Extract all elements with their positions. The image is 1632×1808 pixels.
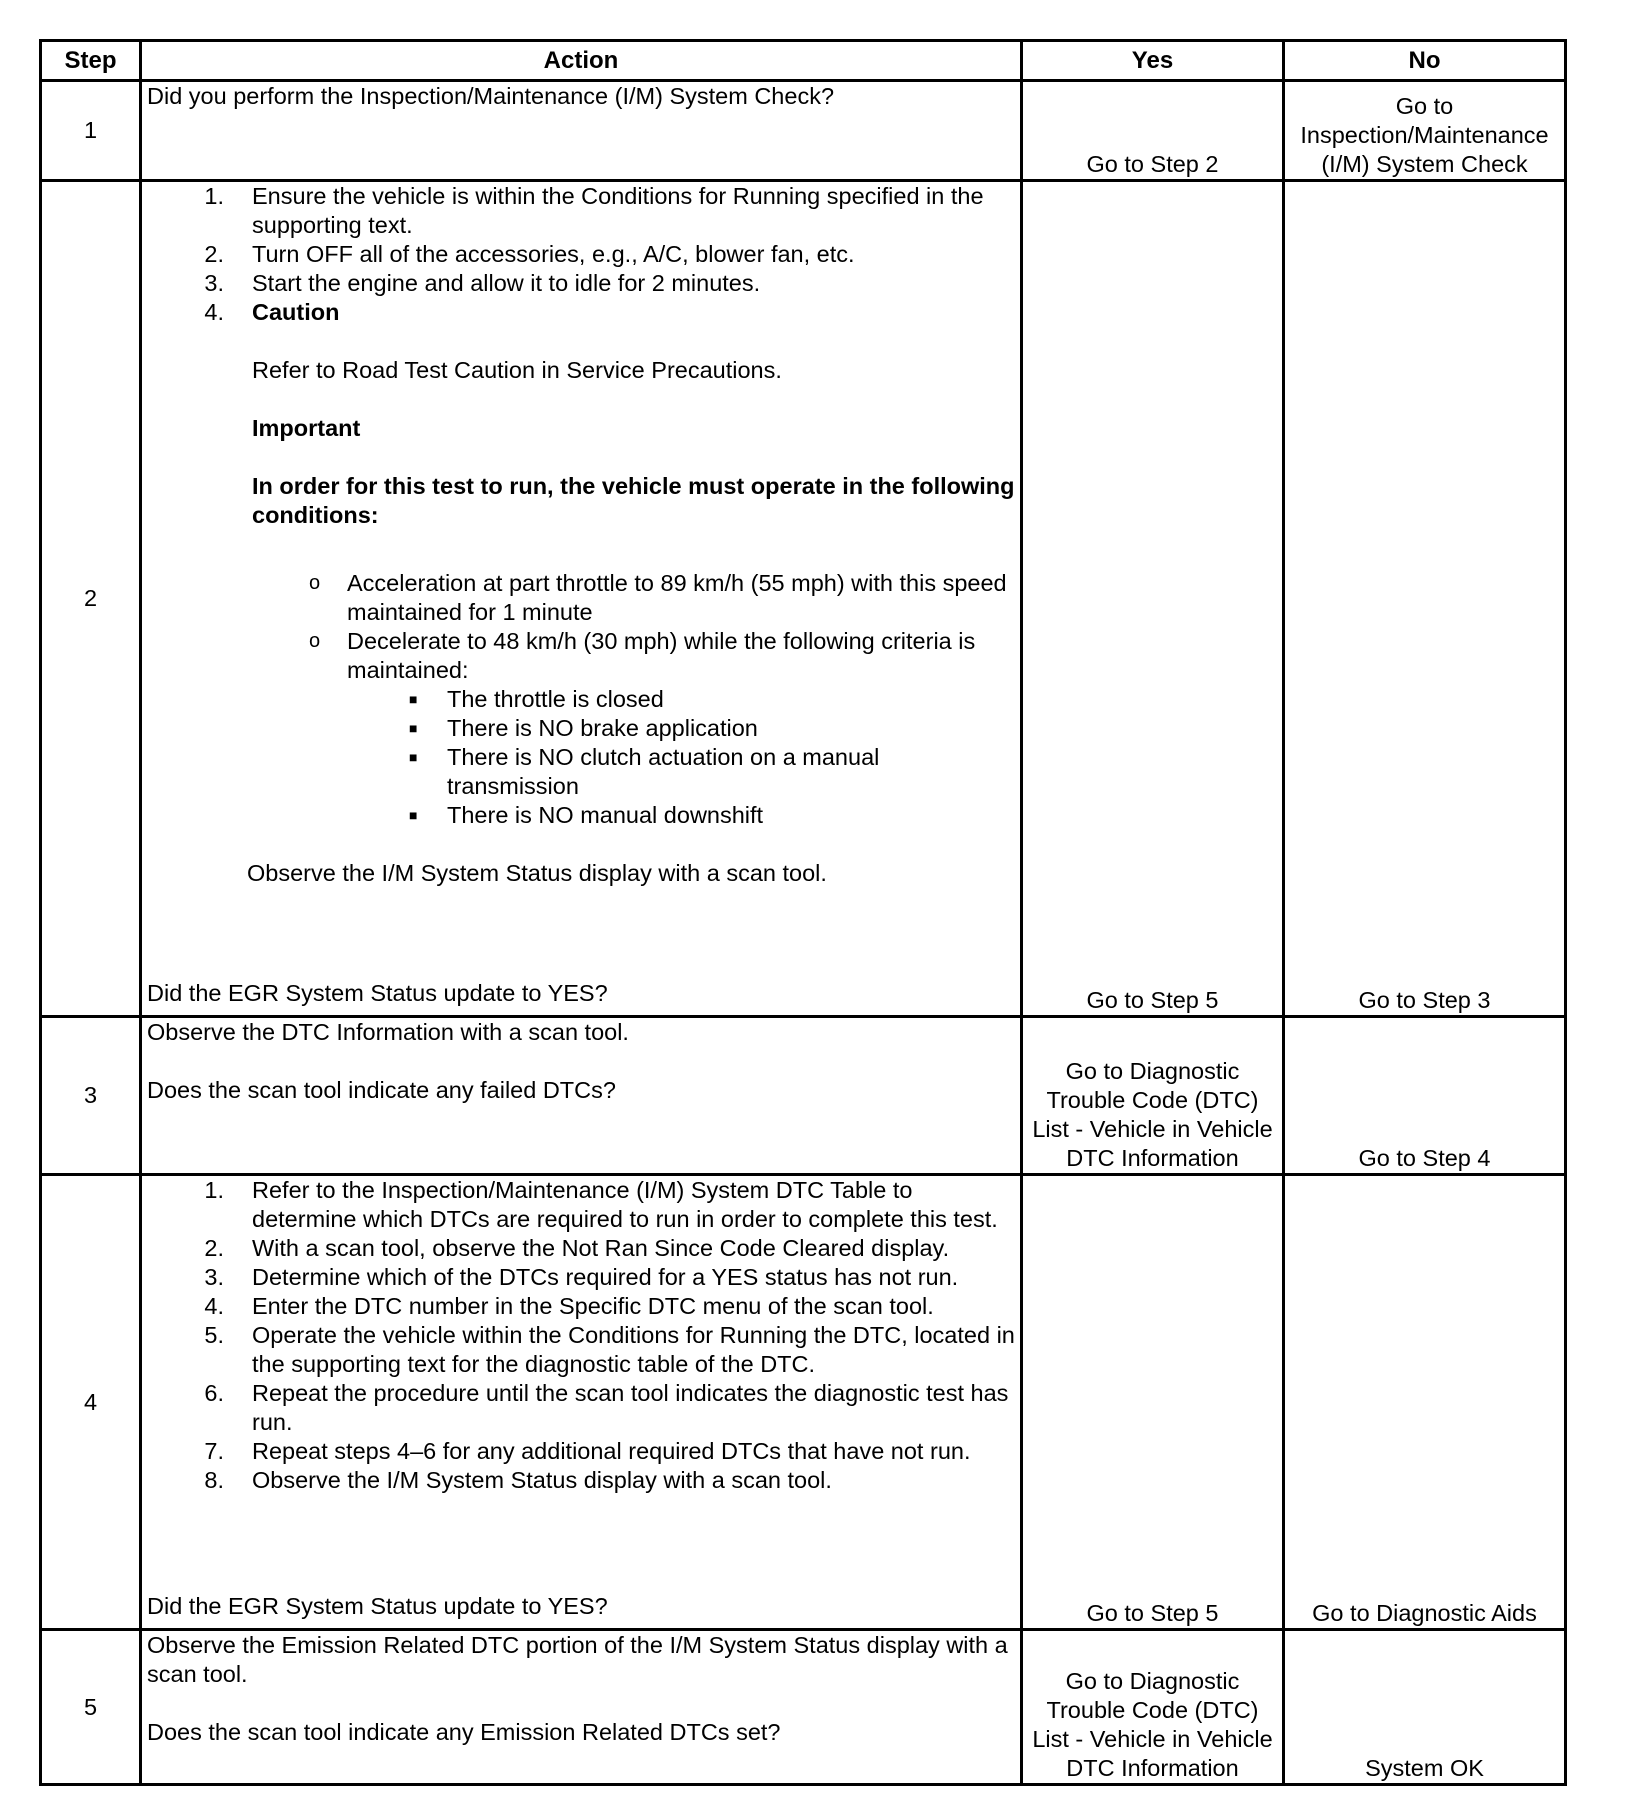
action-text: Observe the Emission Related DTC portion of the I/M System Status display with a scan tool. <box>147 1632 1008 1687</box>
list-item: 1. Ensure the vehicle is within the Conditions for Running specified in the supporting text. <box>204 183 984 238</box>
action-question: Does the scan tool indicate any Emission Related DTCs set? <box>147 1719 781 1745</box>
action-cell <box>141 81 1022 181</box>
list-item: o Acceleration at part throttle to 89 km/h (55 mph) with this speed maintained for 1 minute <box>309 570 1007 625</box>
list-item: o Decelerate to 48 km/h (30 mph) while the following criteria is maintained: <box>309 628 976 683</box>
list-item: ■ The throttle is closed <box>409 686 664 712</box>
important-text: In order for this test to run, the vehicle must operate in the following conditions: <box>252 473 1015 528</box>
step-number: 4 <box>41 1175 141 1630</box>
no-cell: Go to Step 3 <box>1284 181 1566 1017</box>
table-row <box>41 81 1566 181</box>
action-cell <box>141 1175 1022 1630</box>
list-item: 3. Start the engine and allow it to idle for 2 minutes. <box>204 270 761 296</box>
list-item: 8. Observe the I/M System Status display with a scan tool. <box>204 1467 832 1493</box>
step-number: 3 <box>41 1017 141 1175</box>
no-cell: Go to Inspection/Maintenance (I/M) System Check <box>1284 81 1566 181</box>
step-number: 2 <box>41 181 141 1017</box>
caution-title: Caution <box>252 299 340 325</box>
list-item: 4. Enter the DTC number in the Specific DTC menu of the scan tool. <box>204 1293 934 1319</box>
criteria-list <box>147 685 1015 830</box>
list-item: 4. Caution Refer to Road Test Caution in Service Precautions. Important In order for this test to run, the vehicle must operate in the following conditions: <box>204 299 1015 528</box>
no-cell: Go to Diagnostic Aids <box>1284 1175 1566 1630</box>
list-item: 1. Refer to the Inspection/Maintenance (I/M) System DTC Table to determine which DTCs are required to run in order to complete this test. <box>204 1177 998 1232</box>
list-item: ■ There is NO manual downshift <box>409 802 764 828</box>
header-step: Step <box>41 41 141 81</box>
table-row <box>41 1017 1566 1175</box>
header-row <box>41 41 1566 81</box>
action-question: Did the EGR System Status update to YES? <box>147 1593 608 1619</box>
list-item: 2. With a scan tool, observe the Not Ran Since Code Cleared display. <box>204 1235 950 1261</box>
yes-cell: Go to Step 5 <box>1022 181 1284 1017</box>
list-item: 2. Turn OFF all of the accessories, e.g., A/C, blower fan, etc. <box>204 241 855 267</box>
list-item: ■ There is NO brake application <box>409 715 758 741</box>
list-item: 5. Operate the vehicle within the Conditions for Running the DTC, located in the supporting text for the diagnostic table of the DTC. <box>204 1322 1015 1377</box>
important-title: Important <box>252 415 361 441</box>
step-number: 5 <box>41 1630 141 1785</box>
yes-cell: Go to Diagnostic Trouble Code (DTC) List - Vehicle in Vehicle DTC Information <box>1022 1017 1284 1175</box>
action-cell <box>141 1630 1022 1785</box>
procedure-list <box>147 182 1015 530</box>
step-number: 1 <box>41 81 141 181</box>
no-cell: System OK <box>1284 1630 1566 1785</box>
yes-cell: Go to Step 2 <box>1022 81 1284 181</box>
observe-text: Observe the I/M System Status display with a scan tool. <box>247 860 827 886</box>
yes-cell: Go to Step 5 <box>1022 1175 1284 1630</box>
header-action: Action <box>141 41 1022 81</box>
table-row <box>41 1630 1566 1785</box>
action-question: Does the scan tool indicate any failed DTCs? <box>147 1077 616 1103</box>
procedure-list <box>147 1176 1015 1495</box>
list-item: 3. Determine which of the DTCs required for a YES status has not run. <box>204 1264 959 1290</box>
action-question: Did the EGR System Status update to YES? <box>147 980 608 1006</box>
no-cell: Go to Step 4 <box>1284 1017 1566 1175</box>
header-yes: Yes <box>1022 41 1284 81</box>
list-item: 6. Repeat the procedure until the scan tool indicates the diagnostic test has run. <box>204 1380 1009 1435</box>
caution-text: Refer to Road Test Caution in Service Precautions. <box>252 357 782 383</box>
action-question: Did you perform the Inspection/Maintenance (I/M) System Check? <box>147 83 835 109</box>
list-item: 7. Repeat steps 4–6 for any additional required DTCs that have not run. <box>204 1438 971 1464</box>
table-row <box>41 181 1566 1017</box>
yes-cell: Go to Diagnostic Trouble Code (DTC) List - Vehicle in Vehicle DTC Information <box>1022 1630 1284 1785</box>
action-cell <box>141 1017 1022 1175</box>
table-row <box>41 1175 1566 1630</box>
action-cell <box>141 181 1022 1017</box>
header-no: No <box>1284 41 1566 81</box>
conditions-list <box>147 569 1015 685</box>
diagnostic-table <box>39 39 1567 1786</box>
action-text: Observe the DTC Information with a scan tool. <box>147 1019 629 1045</box>
list-item: ■ There is NO clutch actuation on a manual transmission <box>409 744 880 799</box>
